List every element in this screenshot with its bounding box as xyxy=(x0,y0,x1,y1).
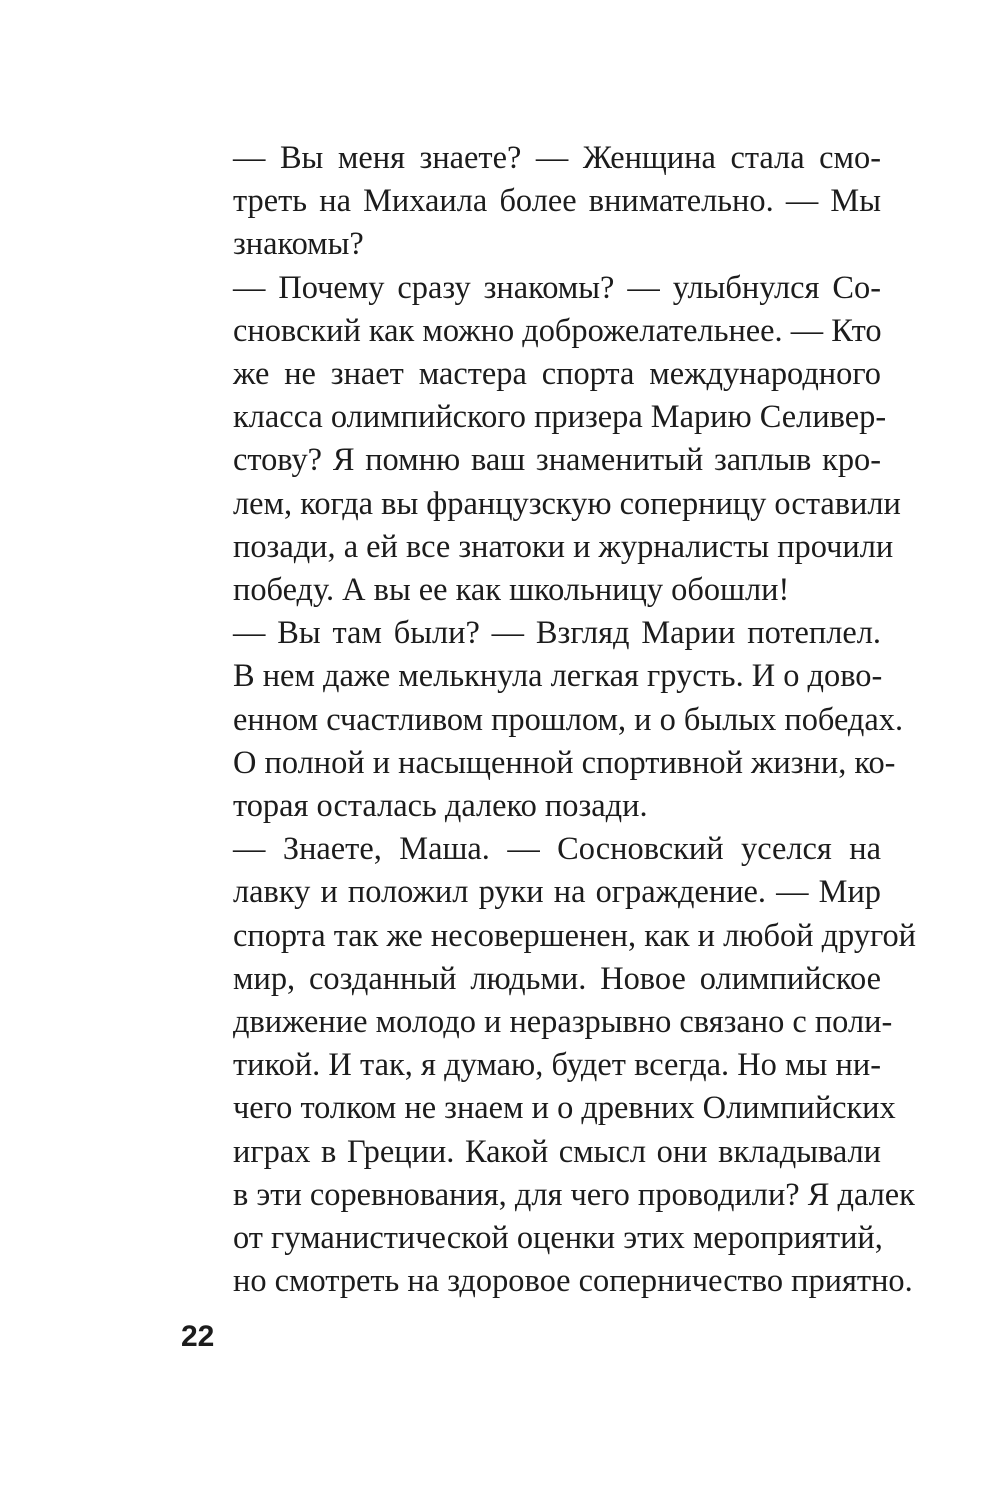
text-line: от гуманистической оценки этих мероприятий, xyxy=(233,1220,883,1257)
text-line: треть на Михаила более внимательно. — Мы xyxy=(233,183,881,220)
text-line: В нем даже мелькнула легкая грусть. И о дово- xyxy=(233,658,883,695)
text-line: лем, когда вы французскую соперницу оставили xyxy=(233,485,901,522)
paragraph xyxy=(181,267,901,613)
text-line: — Вы меня знаете? — Женщина стала смо- xyxy=(233,140,881,176)
paragraph xyxy=(181,828,917,1303)
text-line: — Вы там были? — Взгляд Марии потеплел. xyxy=(233,615,881,652)
text-line: знакомы? xyxy=(233,226,364,263)
text-line: мир, созданный людьми. Новое олимпийское xyxy=(233,960,881,997)
text-line: играх в Греции. Какой смысл они вкладывали xyxy=(233,1133,881,1170)
text-line: чего толком не знаем и о древних Олимпийских xyxy=(233,1090,896,1127)
text-line: енном счастливом прошлом, и о былых победах. xyxy=(233,701,904,738)
paragraph xyxy=(181,137,881,267)
text-line: тикой. И так, я думаю, будет всегда. Но мы ни- xyxy=(233,1047,881,1084)
text-line: победу. А вы ее как школьницу обошли! xyxy=(233,572,790,609)
text-line: сновский как можно доброжелательнее. — Кто xyxy=(233,312,882,349)
text-line: же не знает мастера спорта международного xyxy=(233,356,881,393)
text-line: торая осталась далеко позади. xyxy=(233,788,648,825)
text-line: — Почему сразу знакомы? — улыбнулся Со- xyxy=(233,269,881,306)
text-line: но смотреть на здоровое соперничество приятно. xyxy=(233,1263,913,1300)
text-line: О полной и насыщенной спортивной жизни, ко- xyxy=(233,744,896,781)
body-text xyxy=(181,137,917,1303)
text-line: спорта так же несовершенен, как и любой другой xyxy=(233,917,917,954)
text-line: в эти соревнования, для чего проводили? Я далек xyxy=(233,1176,915,1213)
text-line: — Знаете, Маша. — Сосновский уселся на xyxy=(233,831,881,868)
page-number: 22 xyxy=(181,1320,215,1353)
text-line: позади, а ей все знатоки и журналисты прочили xyxy=(233,528,894,565)
text-line: движение молодо и неразрывно связано с поли- xyxy=(233,1004,893,1041)
text-line: лавку и положил руки на ограждение. — Мир xyxy=(233,874,881,911)
text-line: стову? Я помню ваш знаменитый заплыв кро- xyxy=(233,442,881,479)
text-line: класса олимпийского призера Марию Селивер- xyxy=(233,399,887,436)
paragraph xyxy=(181,612,904,828)
